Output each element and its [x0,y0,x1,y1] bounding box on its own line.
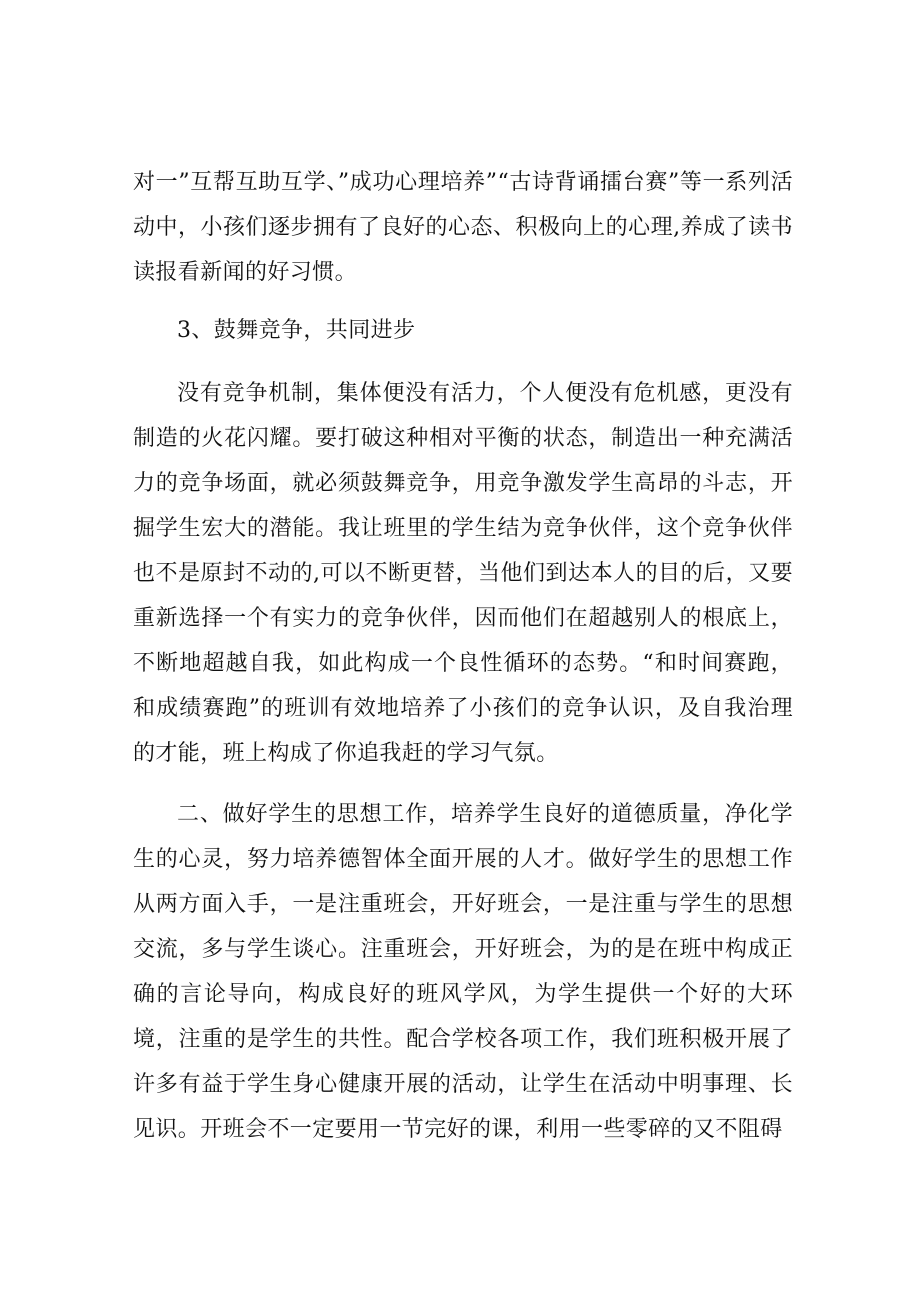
paragraph-activities-continuation: 对一”互帮互助互学、”成功心理培养”“古诗背诵擂台赛”等一系列活动中，小孩们逐步拥有了良好的心态、积极向上的心理,养成了读书读报看新闻的好习惯。 [133,170,793,285]
section-heading-encourage-competition: 3、鼓舞竞争，共同进步 [177,318,416,343]
paragraph-ideological-work: 二、做好学生的思想工作，培养学生良好的道德质量，净化学生的心灵，努力培养德智体全面开展的人才。做好学生的思想工作从两方面入手，一是注重班会，开好班会，一是注重与学生的思想交流，多与学生谈心。注重班会，开好班会，为的是在班中构成正确的言论导向，构成良好的班风学风，为学生提供一个好的大环境，注重的是学生的共性。配合学校各项工作，我们班积极开展了许多有益于学生身心健康开展的活动，让学生在活动中明事理、长见识。开班会不一定要用一节完好的课，利用一些零碎的又不阻碍 [133,802,793,1142]
paragraph-competition-mechanism: 没有竞争机制，集体便没有活力，个人便没有危机感，更没有制造的火花闪耀。要打破这种相对平衡的状态，制造出一种充满活力的竞争场面，就必须鼓舞竞争，用竞争激发学生高昂的斗志，开掘学生宏大的潜能。我让班里的学生结为竞争伙伴，这个竞争伙伴也不是原封不动的,可以不断更替，当他们到达本人的目的后，又要重新选择一个有实力的竞争伙伴，因而他们在超越别人的根底上，不断地超越自我，如此构成一个良性循环的态势。“和时间赛跑，和成绩赛跑”的班训有效地培养了小孩们的竞争认识，及自我治理的才能，班上构成了你追我赶的学习气氛。 [133,381,793,766]
document-body [133,160,793,1152]
